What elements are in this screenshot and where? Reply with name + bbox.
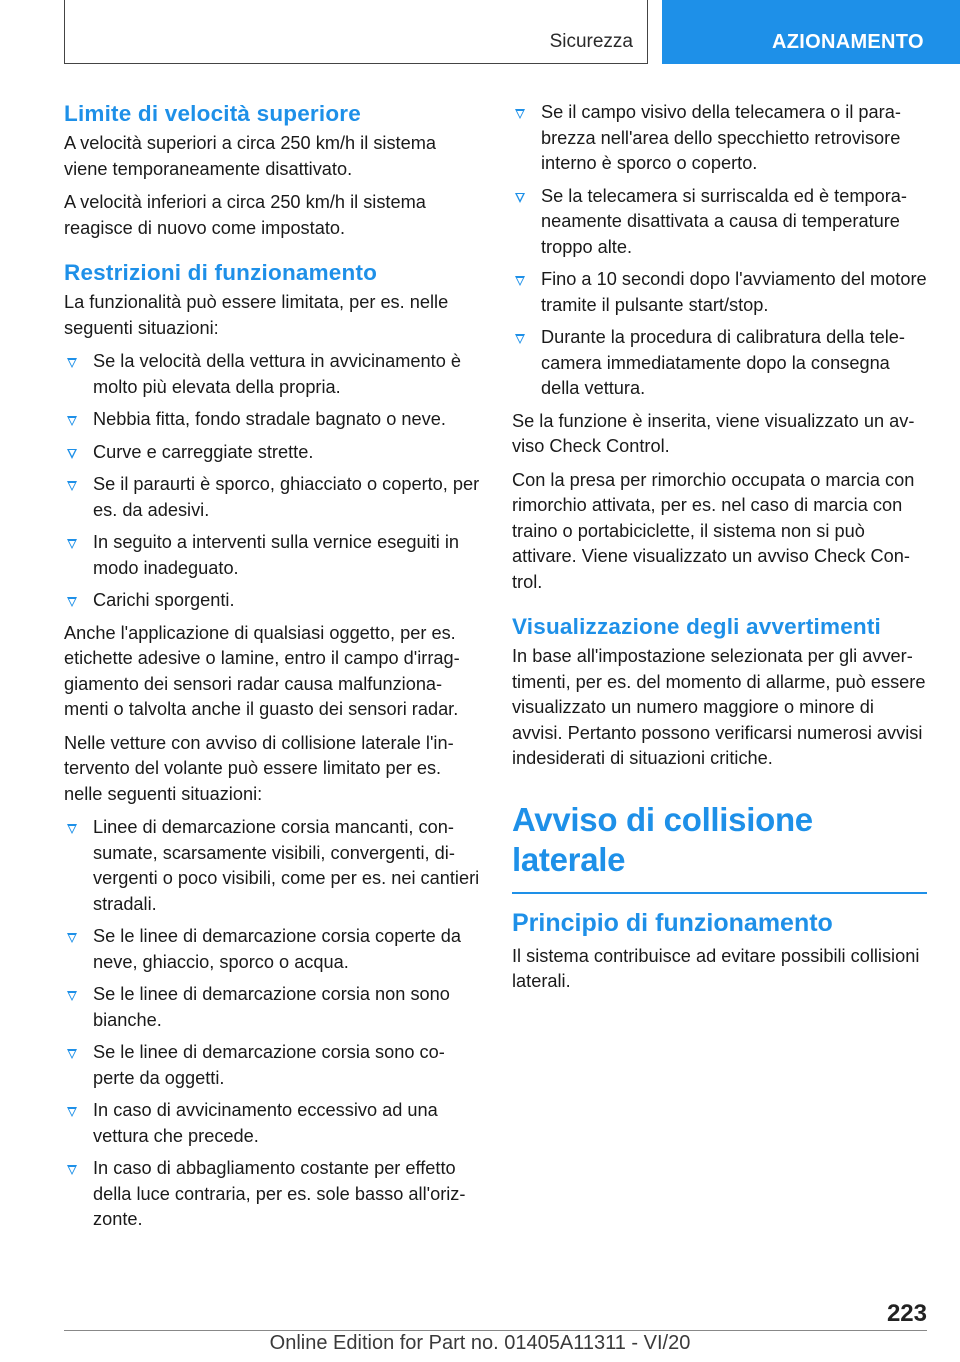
list-item xyxy=(512,184,927,261)
list-item xyxy=(64,815,480,917)
list-item-text: Se la velocità della vettura in avvicinamento è molto più elevata della propria. xyxy=(93,351,461,397)
list-item xyxy=(64,472,480,523)
list-item xyxy=(64,924,480,975)
triangle-bullet-icon xyxy=(67,597,77,607)
triangle-bullet-icon xyxy=(67,824,77,834)
triangle-bullet-icon xyxy=(67,449,77,459)
list-item xyxy=(64,440,480,466)
paragraph: A velocità inferiori a circa 250 km/h il sistema reagisce di nuovo come impostato. xyxy=(64,192,426,238)
list-item-text: Linee di demarcazione corsia mancanti, consumate, scarsamente visibili, convergenti, divergenti o poco visibili, come per es. nei cantieri stradali. xyxy=(93,817,480,914)
triangle-bullet-icon xyxy=(67,1049,77,1059)
list-item-text: Curve e carreggiate strette. xyxy=(93,441,314,462)
list-item xyxy=(512,100,927,177)
paragraph: Con la presa per rimorchio occupata o marcia con rimorchio attivata, per es. nel caso di marcia con traino o portabiciclette, il sistema non si può attivare. Viene visualizzato un avviso Check Control. xyxy=(512,469,915,592)
list-item-text: Durante la procedura di calibratura della telecamera immediatamente dopo la consegna della vettura. xyxy=(541,327,905,398)
section-title: Sicurezza xyxy=(549,31,633,52)
list-item xyxy=(64,1156,480,1233)
heading-warnings-display: Visualizzazione degli avvertimenti xyxy=(512,614,882,639)
triangle-bullet-icon xyxy=(515,109,525,119)
list-item xyxy=(64,982,480,1033)
list-item xyxy=(64,1040,480,1091)
list-item xyxy=(64,1098,480,1149)
list-item-text: In seguito a interventi sulla vernice eseguiti in modo inadeguato. xyxy=(93,532,459,578)
list-item-text: Se il paraurti è sporco, ghiacciato o coperto, per es. da adesivi. xyxy=(93,474,480,520)
paragraph: Nelle vetture con avviso di collisione laterale l'intervento del volante può essere limitato per es. nelle seguenti situazioni: xyxy=(64,732,454,804)
restrictions-list xyxy=(64,349,480,614)
paragraph: In base all'impostazione selezionata per gli avvertimenti, per es. del momento di allarme, può essere visualizzato un numero maggiore o minore di avvisi. Pertanto possono verificarsi numerosi avvisi indesiderati di situazioni critiche. xyxy=(512,646,926,768)
heading-speed-limit: Limite di velocità superiore xyxy=(64,101,361,126)
heading-principle: Principio di funzionamento xyxy=(512,908,833,937)
triangle-bullet-icon xyxy=(515,193,525,203)
list-item-text: In caso di abbagliamento costante per effetto della luce contraria, per es. sole basso all'orizzonte. xyxy=(93,1158,466,1229)
paragraph: Se la funzione è inserita, viene visualizzato un avviso Check Control. xyxy=(512,410,915,456)
list-item-text: Fino a 10 secondi dopo l'avviamento del motore tramite il pulsante start/stop. xyxy=(541,269,927,315)
page-number: 223 xyxy=(886,1300,927,1327)
list-item-text: Se il campo visivo della telecamera o il parabrezza nell'area dello specchietto retrovisore interno è sporco o coperto. xyxy=(541,102,901,173)
camera-restrictions-list xyxy=(512,100,927,402)
triangle-bullet-icon xyxy=(67,991,77,1001)
list-item-text: Se le linee di demarcazione corsia non sono bianche. xyxy=(93,984,450,1030)
list-item xyxy=(512,325,927,402)
triangle-bullet-icon xyxy=(67,933,77,943)
list-item-text: Se la telecamera si surriscalda ed è temporaneamente disattivata a causa di temperature troppo alte. xyxy=(541,185,907,257)
paragraph: Anche l'applicazione di qualsiasi oggetto, per es. etichette adesive o lamine, entro il campo d'irraggiamento dei sensori radar causa malfunzionamenti o talvolta anche il guasto dei sensori radar. xyxy=(64,622,460,719)
list-item xyxy=(64,407,480,433)
list-item-text: Se le linee di demarcazione corsia sono coperte da oggetti. xyxy=(93,1042,445,1088)
list-item-text: Carichi sporgenti. xyxy=(93,590,235,610)
list-item xyxy=(512,267,927,318)
triangle-bullet-icon xyxy=(67,1107,77,1117)
left-column xyxy=(64,100,480,1240)
triangle-bullet-icon xyxy=(67,416,77,426)
heading-restrictions: Restrizioni di funzionamento xyxy=(64,260,378,285)
list-item xyxy=(64,530,480,581)
list-item xyxy=(64,588,480,614)
chapter-title: AZIONAMENTO xyxy=(772,31,924,53)
chapter-heading: Avviso di collisione laterale xyxy=(512,800,927,894)
header-section-box xyxy=(64,0,648,64)
triangle-bullet-icon xyxy=(515,334,525,344)
triangle-bullet-icon xyxy=(67,539,77,549)
paragraph: Il sistema contribuisce ad evitare possibili collisioni laterali. xyxy=(512,945,920,991)
paragraph: La funzionalità può essere limitata, per es. nelle seguenti situazioni: xyxy=(64,292,449,338)
steering-restrictions-list xyxy=(64,815,480,1233)
triangle-bullet-icon xyxy=(67,358,77,368)
footer-edition: Online Edition for Part no. 01405A11311 - VI/20 xyxy=(269,1332,691,1354)
paragraph: A velocità superiori a circa 250 km/h il sistema viene temporaneamente disattivato. xyxy=(64,133,436,179)
footer-divider xyxy=(64,1330,927,1331)
chapter-tab[interactable] xyxy=(662,0,960,64)
list-item-text: Nebbia fitta, fondo stradale bagnato o neve. xyxy=(93,409,446,429)
triangle-bullet-icon xyxy=(67,481,77,491)
right-column xyxy=(512,100,927,1003)
list-item-text: Se le linee di demarcazione corsia coperte da neve, ghiaccio, sporco o acqua. xyxy=(93,926,462,972)
triangle-bullet-icon xyxy=(67,1165,77,1175)
triangle-bullet-icon xyxy=(515,276,525,286)
list-item xyxy=(64,349,480,400)
list-item-text: In caso di avvicinamento eccessivo ad una vettura che precede. xyxy=(93,1100,438,1146)
